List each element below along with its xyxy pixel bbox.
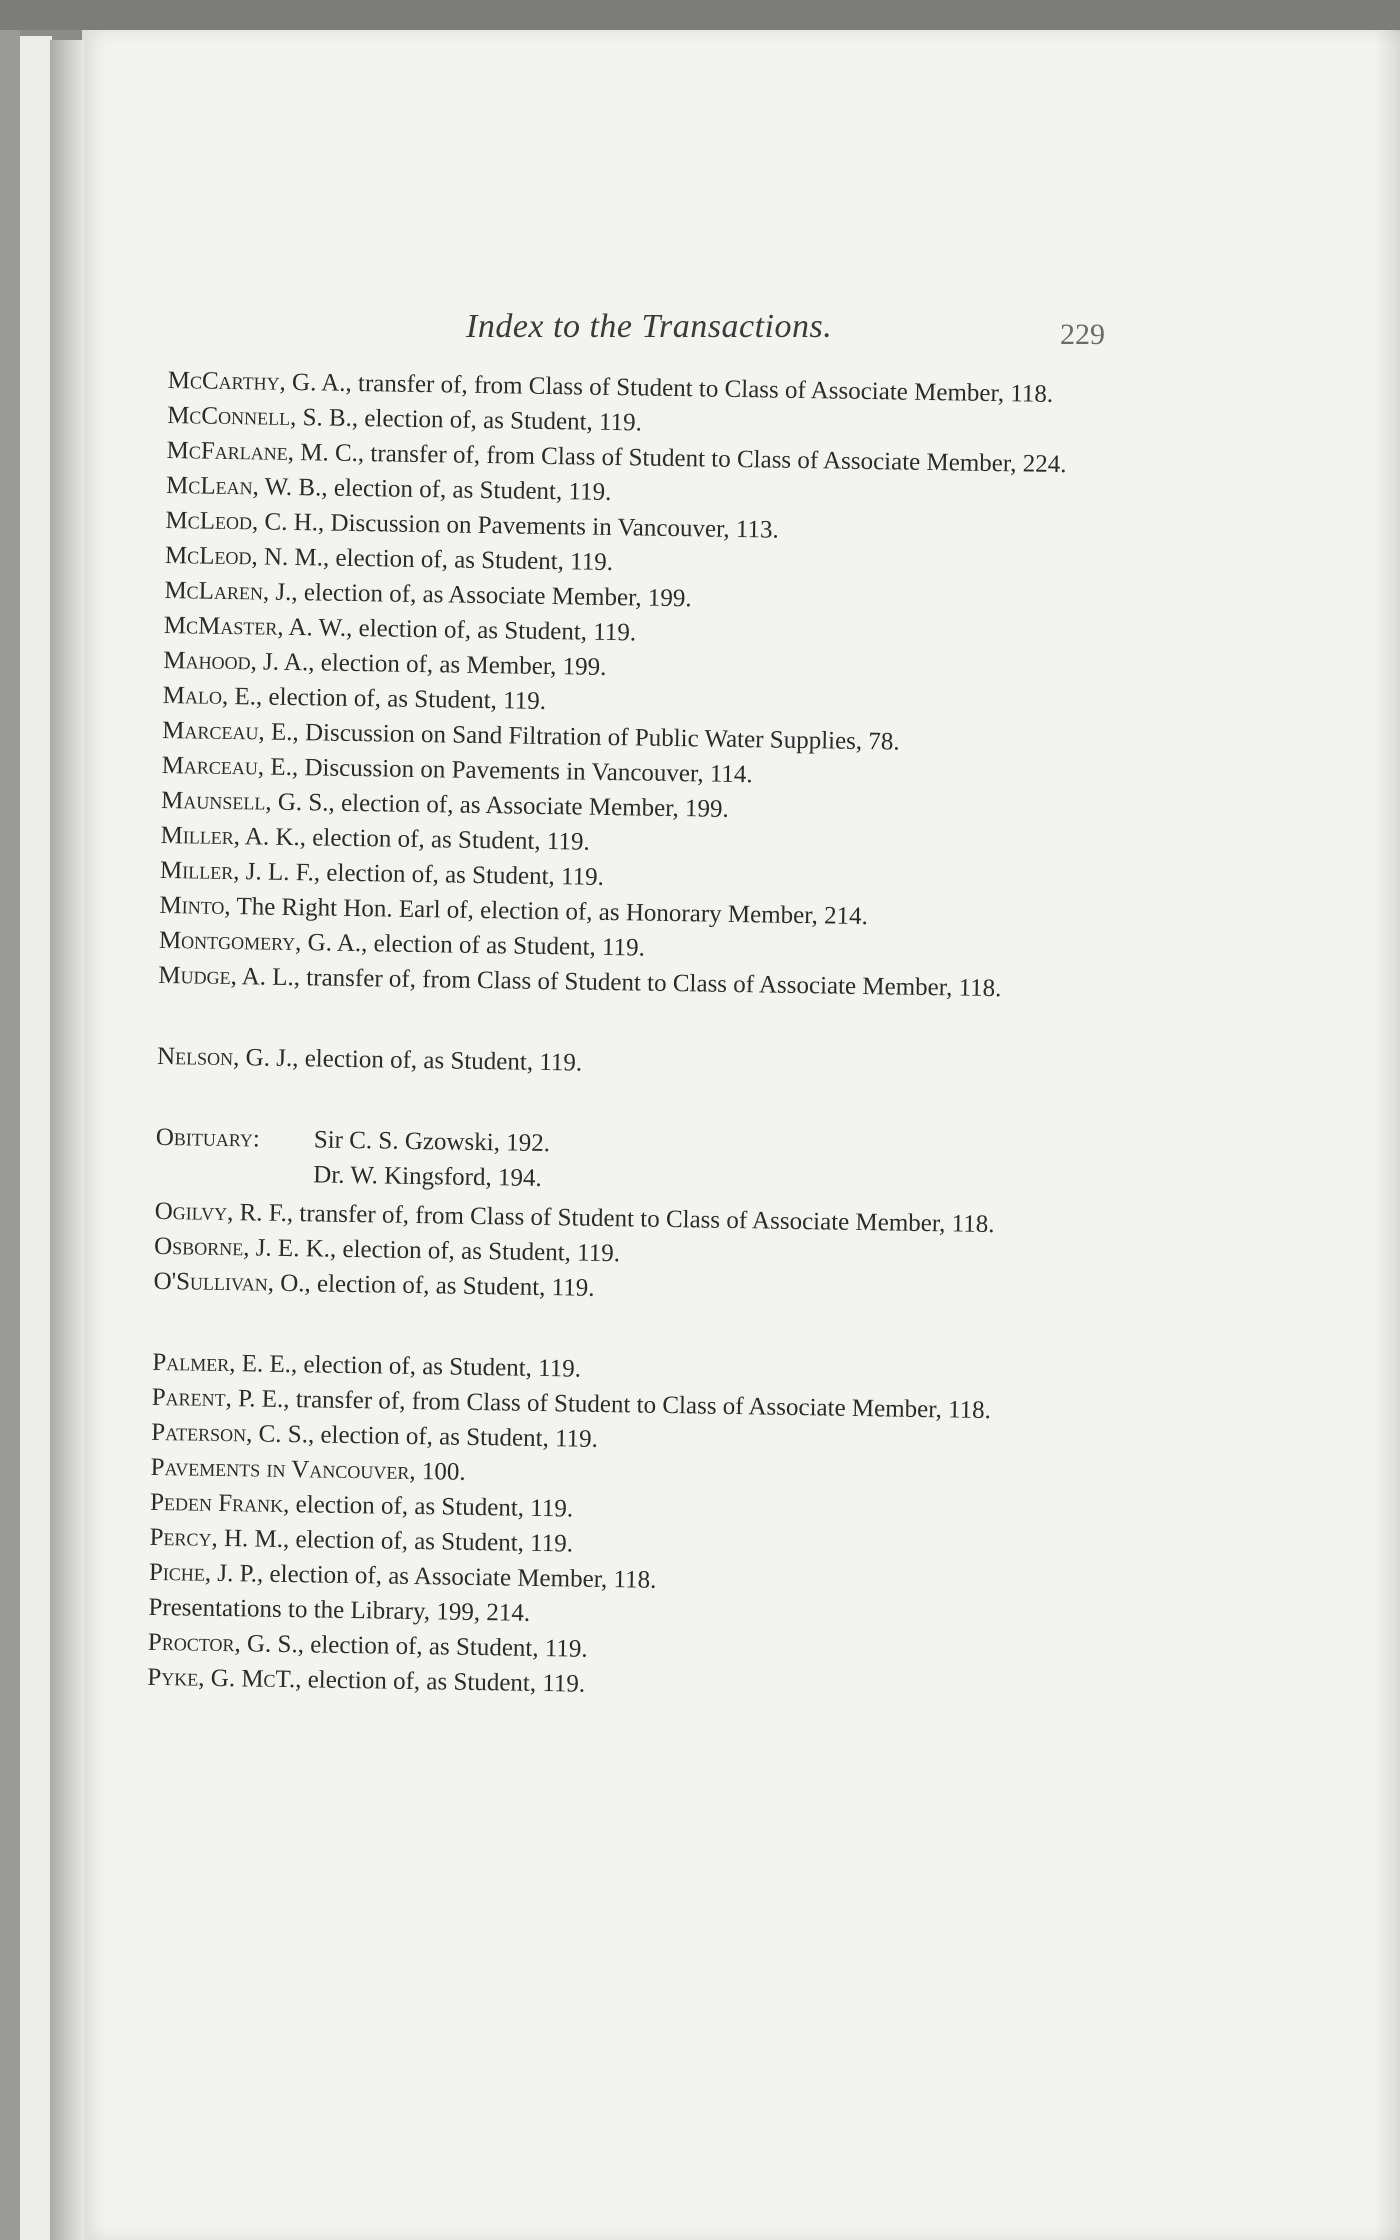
entry-name: Mudge, A. L., [158, 961, 301, 992]
page-edge-shadow [1374, 30, 1400, 2240]
book-gutter [50, 40, 84, 2240]
entry-text: transfer of, from Class of Student to Class of Associate Member, 118. [289, 1386, 992, 1425]
running-title: Index to the Transactions. [466, 308, 833, 345]
scanner-left-edge [0, 30, 20, 2240]
entry-name: Piche, J. P., [148, 1558, 264, 1588]
entry-text: The Right Hon. Earl of, election of, as Honorary Member, 214. [230, 893, 869, 931]
index-list [147, 364, 1110, 1711]
entry-name: Maunsell, G. S., [160, 786, 336, 817]
entry-text: election of, as Associate Member, 118. [263, 1560, 657, 1594]
entry-name: Miller, J. L. F., [159, 856, 321, 887]
obituary-line: Sir C. S. Gzowski, 192. [313, 1126, 551, 1158]
entry-text: election of, as Associate Member, 199. [297, 579, 692, 613]
entry-name: Paterson, C. S., [151, 1418, 315, 1449]
entry-name: McCarthy, G. A., [167, 366, 352, 397]
obituary-line-2: Dr. W. Kingsford, 194. [313, 1161, 542, 1192]
entry-name: Mahood, J. A., [163, 646, 315, 677]
entry-text: election of, as Student, 119. [327, 474, 612, 506]
entry-name: McFarlane, M. C., [166, 436, 365, 468]
entry-name: McMaster, A. W., [163, 611, 353, 642]
entry-name: Montgomery, G. A., [158, 926, 368, 958]
scanner-top-edge [0, 0, 1400, 30]
entry-name: Proctor, G. S., [147, 1628, 305, 1659]
entry-text: transfer of, from Class of Student to Class of Associate Member, 118. [351, 369, 1054, 408]
entry-text: election of, as Student, 119. [289, 1491, 574, 1523]
entry-text: election of, as Student, 119. [352, 614, 637, 647]
facing-page-edge [20, 36, 52, 2240]
entry-text: election of, as Student, 119. [336, 1235, 621, 1268]
entry-text: election of, as Student, 119. [357, 404, 643, 437]
entry-text: election of, as Student, 119. [305, 824, 590, 856]
entry-name: Pavements in Vancouver, [150, 1453, 416, 1486]
entry-text: Discussion on Sand Filtration of Public Water Supplies, 78. [298, 719, 900, 756]
entry-name: Palmer, E. E., [152, 1348, 298, 1379]
obituary-label: Obituary: [155, 1123, 261, 1153]
entry-text: election of, as Student, 119. [298, 1045, 583, 1077]
entry-text: election of, as Student, 119. [301, 1666, 586, 1698]
entry-text: election of, as Student, 119. [262, 683, 547, 715]
entry-text: election of as Student, 119. [367, 930, 646, 962]
entry-name: Marceau, E., [162, 716, 299, 747]
entry-name: Minto, [159, 891, 231, 921]
entry-name: Osborne, J. E. K., [153, 1232, 337, 1263]
entry-text: election of, as Student, 119. [289, 1526, 574, 1558]
entry-name: McLeod, C. H., [165, 506, 325, 537]
entry-name: Percy, H. M., [149, 1523, 290, 1554]
entry-text: election of, as Student, 119. [303, 1631, 588, 1663]
entry-text: Discussion on Pavements in Vancouver, 113. [324, 509, 779, 544]
entry-name: Nelson, G. J., [156, 1042, 299, 1073]
page-number: 229 [1060, 318, 1105, 351]
entry-text: election of, as Student, 119. [297, 1351, 582, 1383]
entry-text: election of, as Student, 119. [313, 1421, 599, 1453]
entry-text: 100. [415, 1458, 466, 1486]
entry-text: transfer of, from Class of Student to Class of Associate Member, 224. [363, 440, 1067, 479]
entry-name: Ogilvy, R. F., [154, 1197, 294, 1228]
entry-name: Peden Frank, [149, 1488, 290, 1519]
entry-name: Malo, E., [162, 681, 263, 711]
entry-text: election of, as Associate Member, 199. [334, 789, 730, 823]
entry-name: McLeod, N. M., [164, 541, 330, 572]
entry-text: election of, as Student, 119. [319, 859, 605, 891]
entry-name: McConnell, S. B., [166, 401, 359, 432]
entry-text: election of, as Student, 119. [329, 544, 614, 577]
index-entry [157, 1040, 1099, 1088]
entry-name: Parent, P. E., [151, 1383, 290, 1414]
entry-text: election of, as Member, 199. [314, 649, 607, 681]
entry-text: Presentations to the Library, 199, 214. [148, 1593, 531, 1627]
entry-text: transfer of, from Class of Student to Class of Associate Member, 118. [299, 964, 1002, 1003]
entry-text: transfer of, from Class of Student to Class of Associate Member, 118. [292, 1200, 995, 1239]
entry-name: O'Sullivan, O., [153, 1267, 311, 1298]
entry-name: Marceau, E., [161, 751, 299, 782]
entry-name: McLaren, J., [164, 576, 298, 607]
entry-text: Discussion on Pavements in Vancouver, 114. [297, 754, 753, 789]
entry-name: Pyke, G. McT., [147, 1663, 302, 1694]
entry-name: Miller, A. K., [160, 821, 307, 852]
entry-name: McLean, W. B., [165, 471, 328, 502]
entry-text: election of, as Student, 119. [310, 1270, 595, 1302]
